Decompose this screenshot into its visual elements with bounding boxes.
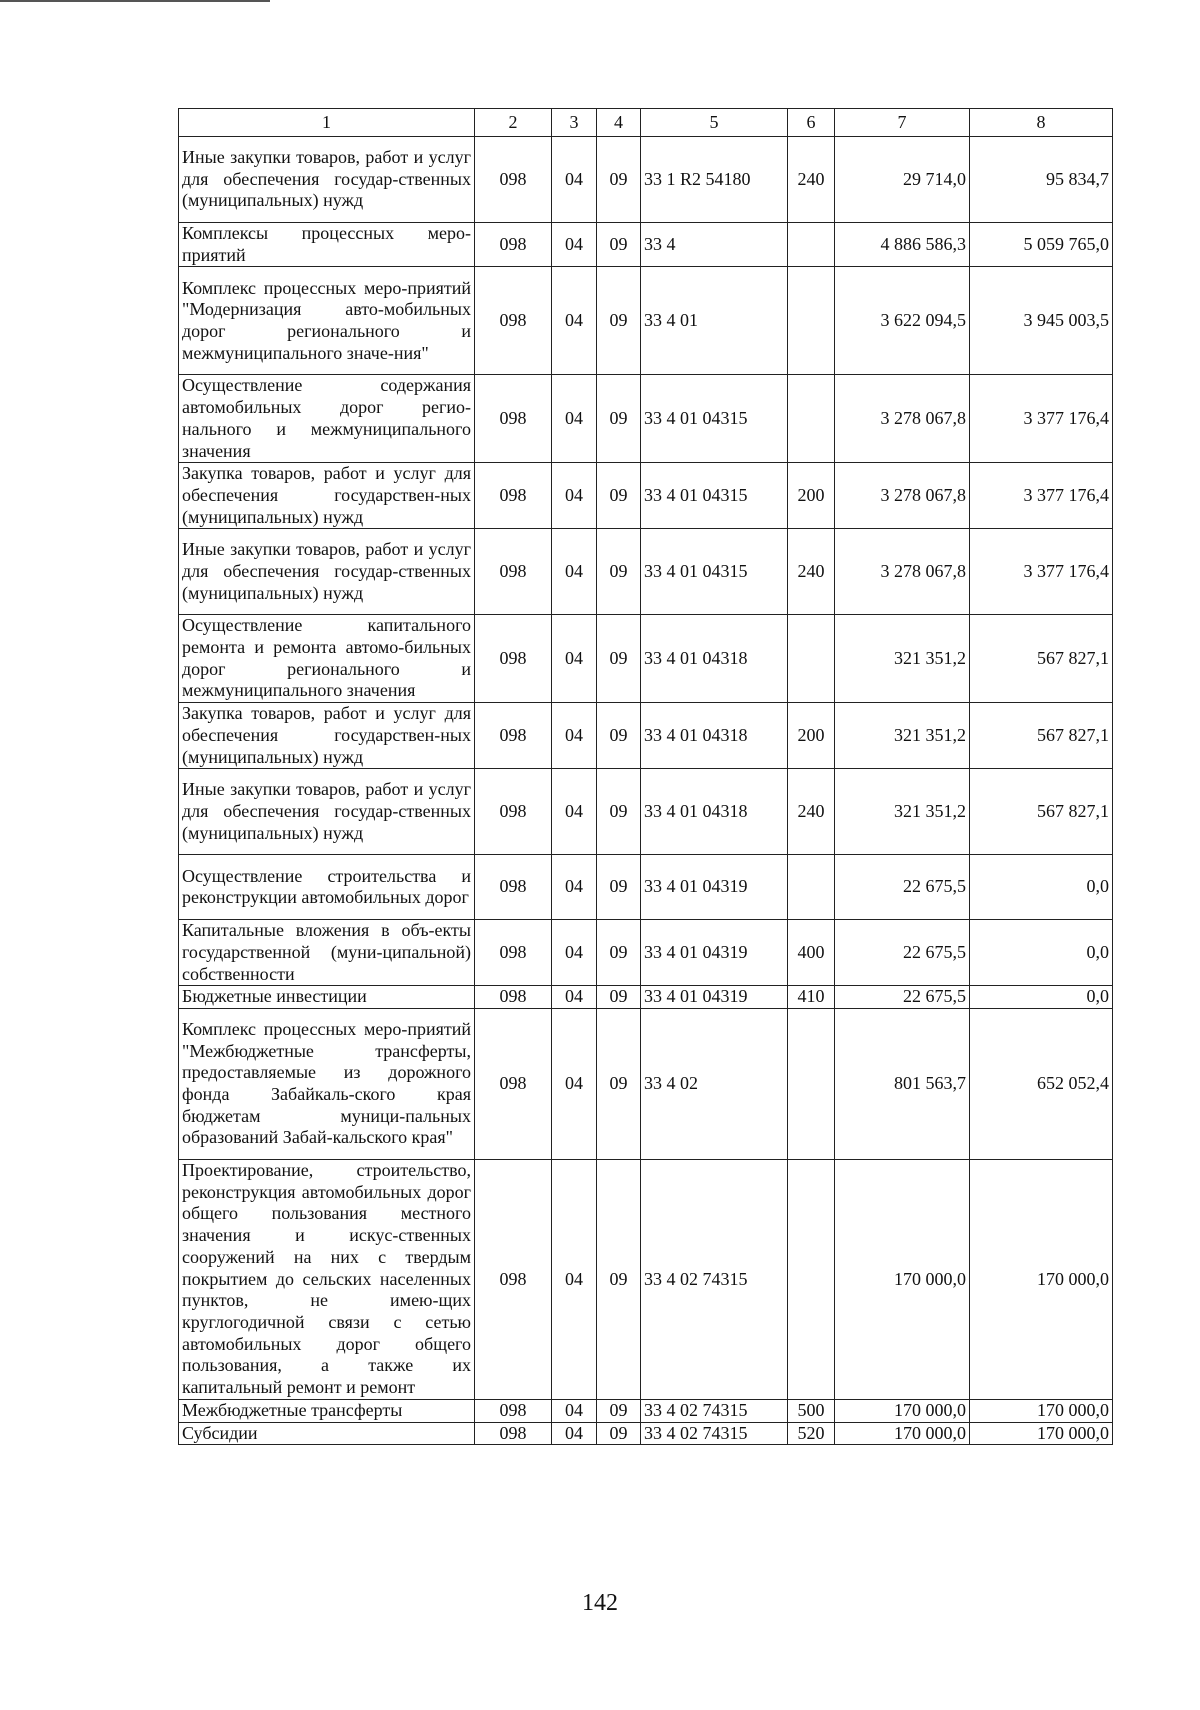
- target-article-cell: 33 4 01 04315: [641, 529, 788, 615]
- table-row: [179, 1009, 1113, 1160]
- expense-type-cell: [788, 615, 835, 703]
- subsection-code-cell: 09: [597, 615, 641, 703]
- amount-year2-cell: 5 059 765,0: [970, 223, 1113, 267]
- admin-code-cell: 098: [475, 855, 552, 920]
- column-header: 8: [970, 109, 1113, 137]
- amount-year1-cell: 22 675,5: [835, 986, 970, 1009]
- section-code-cell: 04: [552, 223, 597, 267]
- column-header: 5: [641, 109, 788, 137]
- subsection-code-cell: 09: [597, 137, 641, 223]
- scan-top-rule: [0, 0, 270, 2]
- amount-year1-cell: 321 351,2: [835, 769, 970, 855]
- expense-type-cell: [788, 855, 835, 920]
- item-name-cell: Комплексы процессных меро-приятий: [179, 223, 475, 267]
- expense-type-cell: 410: [788, 986, 835, 1009]
- table-row: [179, 1399, 1113, 1422]
- subsection-code-cell: 09: [597, 1422, 641, 1445]
- target-article-cell: 33 4: [641, 223, 788, 267]
- subsection-code-cell: 09: [597, 375, 641, 463]
- subsection-code-cell: 09: [597, 223, 641, 267]
- target-article-cell: 33 4 02 74315: [641, 1399, 788, 1422]
- column-header: 1: [179, 109, 475, 137]
- amount-year1-cell: 170 000,0: [835, 1422, 970, 1445]
- subsection-code-cell: 09: [597, 1009, 641, 1160]
- subsection-code-cell: 09: [597, 769, 641, 855]
- section-code-cell: 04: [552, 1009, 597, 1160]
- column-header: 6: [788, 109, 835, 137]
- amount-year1-cell: 170 000,0: [835, 1160, 970, 1400]
- item-name-cell: Осуществление строительства и реконструкции автомобильных дорог: [179, 855, 475, 920]
- section-code-cell: 04: [552, 1160, 597, 1400]
- expense-type-cell: 240: [788, 529, 835, 615]
- amount-year2-cell: 567 827,1: [970, 769, 1113, 855]
- amount-year2-cell: 567 827,1: [970, 703, 1113, 769]
- table-row: [179, 920, 1113, 986]
- subsection-code-cell: 09: [597, 1160, 641, 1400]
- admin-code-cell: 098: [475, 463, 552, 529]
- target-article-cell: 33 4 01 04315: [641, 375, 788, 463]
- section-code-cell: 04: [552, 529, 597, 615]
- admin-code-cell: 098: [475, 920, 552, 986]
- expense-type-cell: [788, 1160, 835, 1400]
- admin-code-cell: 098: [475, 137, 552, 223]
- table-row: [179, 529, 1113, 615]
- amount-year1-cell: 29 714,0: [835, 137, 970, 223]
- section-code-cell: 04: [552, 615, 597, 703]
- amount-year2-cell: 3 945 003,5: [970, 267, 1113, 375]
- item-name-cell: Осуществление содержания автомобильных дорог регио-нального и межмуниципального значения: [179, 375, 475, 463]
- target-article-cell: 33 4 01 04319: [641, 920, 788, 986]
- expense-type-cell: [788, 375, 835, 463]
- amount-year2-cell: 170 000,0: [970, 1160, 1113, 1400]
- table-row: [179, 1422, 1113, 1445]
- table-row: [179, 137, 1113, 223]
- admin-code-cell: 098: [475, 1399, 552, 1422]
- admin-code-cell: 098: [475, 375, 552, 463]
- target-article-cell: 33 4 01 04318: [641, 615, 788, 703]
- target-article-cell: 33 4 01 04319: [641, 986, 788, 1009]
- admin-code-cell: 098: [475, 1160, 552, 1400]
- expense-type-cell: [788, 223, 835, 267]
- target-article-cell: 33 4 01 04315: [641, 463, 788, 529]
- amount-year2-cell: 170 000,0: [970, 1422, 1113, 1445]
- section-code-cell: 04: [552, 986, 597, 1009]
- table-row: [179, 267, 1113, 375]
- section-code-cell: 04: [552, 137, 597, 223]
- admin-code-cell: 098: [475, 223, 552, 267]
- target-article-cell: 33 4 02 74315: [641, 1160, 788, 1400]
- amount-year2-cell: 95 834,7: [970, 137, 1113, 223]
- subsection-code-cell: 09: [597, 1399, 641, 1422]
- subsection-code-cell: 09: [597, 920, 641, 986]
- amount-year2-cell: 567 827,1: [970, 615, 1113, 703]
- target-article-cell: 33 1 R2 54180: [641, 137, 788, 223]
- expense-type-cell: 200: [788, 703, 835, 769]
- item-name-cell: Иные закупки товаров, работ и услуг для обеспечения государ-ственных (муниципальных) нужд: [179, 137, 475, 223]
- amount-year2-cell: 3 377 176,4: [970, 375, 1113, 463]
- table-row: [179, 1160, 1113, 1400]
- section-code-cell: 04: [552, 1399, 597, 1422]
- amount-year2-cell: 170 000,0: [970, 1399, 1113, 1422]
- target-article-cell: 33 4 02: [641, 1009, 788, 1160]
- subsection-code-cell: 09: [597, 463, 641, 529]
- amount-year1-cell: 3 622 094,5: [835, 267, 970, 375]
- admin-code-cell: 098: [475, 986, 552, 1009]
- amount-year1-cell: 22 675,5: [835, 855, 970, 920]
- amount-year1-cell: 4 886 586,3: [835, 223, 970, 267]
- subsection-code-cell: 09: [597, 703, 641, 769]
- amount-year1-cell: 3 278 067,8: [835, 463, 970, 529]
- admin-code-cell: 098: [475, 615, 552, 703]
- item-name-cell: Осуществление капитального ремонта и ремонта автомо-бильных дорог регионального и межмуниципального значения: [179, 615, 475, 703]
- admin-code-cell: 098: [475, 1009, 552, 1160]
- section-code-cell: 04: [552, 703, 597, 769]
- amount-year2-cell: 0,0: [970, 855, 1113, 920]
- column-header: 2: [475, 109, 552, 137]
- item-name-cell: Капитальные вложения в объ-екты государственной (муни-ципальной) собственности: [179, 920, 475, 986]
- table-row: [179, 463, 1113, 529]
- target-article-cell: 33 4 01: [641, 267, 788, 375]
- expense-type-cell: 520: [788, 1422, 835, 1445]
- admin-code-cell: 098: [475, 1422, 552, 1445]
- amount-year1-cell: 321 351,2: [835, 703, 970, 769]
- amount-year2-cell: 0,0: [970, 986, 1113, 1009]
- table-row: [179, 769, 1113, 855]
- table-row: [179, 855, 1113, 920]
- section-code-cell: 04: [552, 769, 597, 855]
- subsection-code-cell: 09: [597, 529, 641, 615]
- table-row: [179, 703, 1113, 769]
- budget-table: [178, 108, 1113, 1445]
- target-article-cell: 33 4 01 04318: [641, 769, 788, 855]
- item-name-cell: Комплекс процессных меро-приятий "Межбюджетные трансферты, предоставляемые из дорожного фонда Забайкаль-ского края бюджетам муници-пальных образований Забай-кальского края": [179, 1009, 475, 1160]
- expense-type-cell: 500: [788, 1399, 835, 1422]
- section-code-cell: 04: [552, 855, 597, 920]
- amount-year2-cell: 652 052,4: [970, 1009, 1113, 1160]
- section-code-cell: 04: [552, 920, 597, 986]
- section-code-cell: 04: [552, 375, 597, 463]
- table-row: [179, 986, 1113, 1009]
- amount-year1-cell: 801 563,7: [835, 1009, 970, 1160]
- expense-type-cell: 200: [788, 463, 835, 529]
- column-header: 7: [835, 109, 970, 137]
- item-name-cell: Закупка товаров, работ и услуг для обеспечения государствен-ных (муниципальных) нужд: [179, 703, 475, 769]
- item-name-cell: Иные закупки товаров, работ и услуг для обеспечения государ-ственных (муниципальных) нужд: [179, 769, 475, 855]
- section-code-cell: 04: [552, 1422, 597, 1445]
- item-name-cell: Проектирование, строительство, реконструкция автомобильных дорог общего пользования местного значения и искус-ственных сооружений на них с твердым покрытием до сельских населенных пунктов, не имею-щих круглогодичной связи с сетью автомобильных дорог общего пользования, а также их капитальный ремонт и ремонт: [179, 1160, 475, 1400]
- admin-code-cell: 098: [475, 769, 552, 855]
- section-code-cell: 04: [552, 267, 597, 375]
- item-name-cell: Субсидии: [179, 1422, 475, 1445]
- amount-year2-cell: 0,0: [970, 920, 1113, 986]
- expense-type-cell: 240: [788, 137, 835, 223]
- expense-type-cell: 400: [788, 920, 835, 986]
- admin-code-cell: 098: [475, 267, 552, 375]
- target-article-cell: 33 4 02 74315: [641, 1422, 788, 1445]
- amount-year1-cell: 3 278 067,8: [835, 375, 970, 463]
- page-number: 142: [582, 1590, 618, 1616]
- column-header: 3: [552, 109, 597, 137]
- expense-type-cell: [788, 267, 835, 375]
- amount-year2-cell: 3 377 176,4: [970, 463, 1113, 529]
- table-row: [179, 223, 1113, 267]
- amount-year1-cell: 22 675,5: [835, 920, 970, 986]
- admin-code-cell: 098: [475, 529, 552, 615]
- subsection-code-cell: 09: [597, 267, 641, 375]
- amount-year1-cell: 3 278 067,8: [835, 529, 970, 615]
- column-header: 4: [597, 109, 641, 137]
- item-name-cell: Комплекс процессных меро-приятий "Модернизация авто-мобильных дорог регионального и межмуниципального значе-ния": [179, 267, 475, 375]
- section-code-cell: 04: [552, 463, 597, 529]
- table-row: [179, 615, 1113, 703]
- target-article-cell: 33 4 01 04318: [641, 703, 788, 769]
- expense-type-cell: 240: [788, 769, 835, 855]
- item-name-cell: Иные закупки товаров, работ и услуг для обеспечения государ-ственных (муниципальных) нужд: [179, 529, 475, 615]
- item-name-cell: Закупка товаров, работ и услуг для обеспечения государствен-ных (муниципальных) нужд: [179, 463, 475, 529]
- header-row: [179, 109, 1113, 137]
- table-row: [179, 375, 1113, 463]
- amount-year1-cell: 321 351,2: [835, 615, 970, 703]
- admin-code-cell: 098: [475, 703, 552, 769]
- amount-year2-cell: 3 377 176,4: [970, 529, 1113, 615]
- subsection-code-cell: 09: [597, 986, 641, 1009]
- item-name-cell: Бюджетные инвестиции: [179, 986, 475, 1009]
- subsection-code-cell: 09: [597, 855, 641, 920]
- item-name-cell: Межбюджетные трансферты: [179, 1399, 475, 1422]
- target-article-cell: 33 4 01 04319: [641, 855, 788, 920]
- amount-year1-cell: 170 000,0: [835, 1399, 970, 1422]
- expense-type-cell: [788, 1009, 835, 1160]
